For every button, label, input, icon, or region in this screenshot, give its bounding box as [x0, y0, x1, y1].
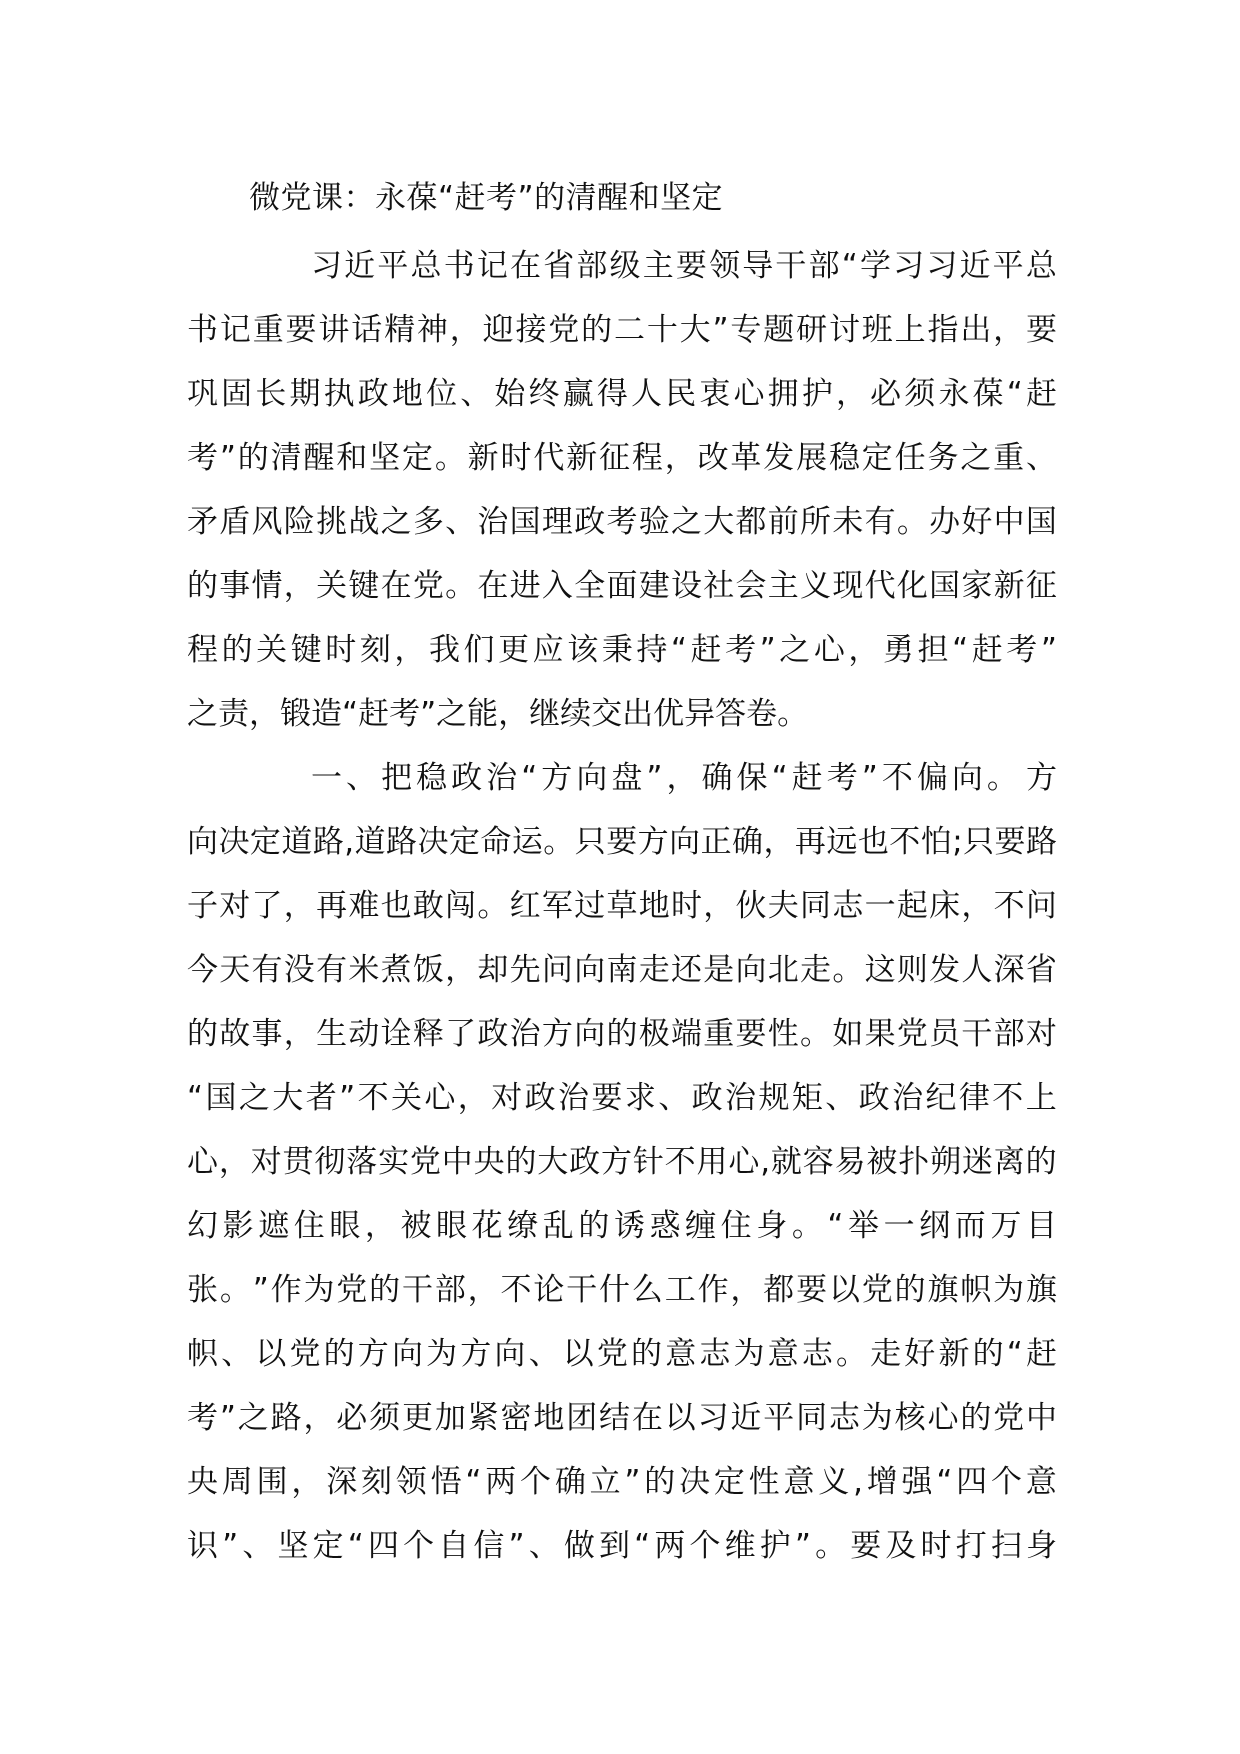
- text-line: 之 责 ， 锻 造 “ 赶 考 ” 之 能 ， 继 续 交 出 优 异 答 卷 。: [187, 696, 809, 732]
- text-line: 矛 盾 风 险 挑 战 之 多 、 治 国 理 政 考 验 之 大 都 前 所 未 有 。 办 好 中 国: [187, 504, 1057, 540]
- text-line: 的 事 情 ， 关 键 在 党 。 在 进 入 全 面 建 设 社 会 主 义 现 代 化 国 家 新 征: [187, 568, 1057, 604]
- text-line: 巩 固 长 期 执 政 地 位 、 始 终 赢 得 人 民 衷 心 拥 护 ， 必 须 永 葆 “ 赶: [187, 376, 1057, 412]
- text-line: 的 故 事 ， 生 动 诠 释 了 政 治 方 向 的 极 端 重 要 性 。 如 果 党 员 干 部 对: [187, 1016, 1057, 1052]
- text-line: 央 周 围 ， 深 刻 领 悟 “ 两 个 确 立 ” 的 决 定 性 意 义 , 增 强 “ 四 个 意: [187, 1464, 1057, 1500]
- text-line: 识 ” 、 坚 定 “ 四 个 自 信 ” 、 做 到 “ 两 个 维 护 ” 。 要 及 时 打 扫 身: [187, 1528, 1057, 1564]
- text-line: 心 ， 对 贯 彻 落 实 党 中 央 的 大 政 方 针 不 用 心 , 就 容 易 被 扑 朔 迷 离 的: [187, 1144, 1057, 1180]
- text-line: 书 记 重 要 讲 话 精 神 ， 迎 接 党 的 二 十 大 ” 专 题 研 讨 班 上 指 出 ， 要: [187, 312, 1057, 348]
- text-line: 帜 、 以 党 的 方 向 为 方 向 、 以 党 的 意 志 为 意 志 。 走 好 新 的 “ 赶: [187, 1336, 1057, 1372]
- text-line: 子 对 了 ， 再 难 也 敢 闯 。 红 军 过 草 地 时 ， 伙 夫 同 志 一 起 床 ， 不 问: [187, 888, 1057, 924]
- text-line: “ 国 之 大 者 ” 不 关 心 ， 对 政 治 要 求 、 政 治 规 矩 、 政 治 纪 律 不 上: [187, 1080, 1057, 1116]
- text-line: 程 的 关 键 时 刻 ， 我 们 更 应 该 秉 持 “ 赶 考 ” 之 心 ， 勇 担 “ 赶 考 ”: [187, 632, 1057, 668]
- text-line: 一 、 把 稳 政 治 “ 方 向 盘 ” ， 确 保 “ 赶 考 ” 不 偏 向 。 方: [311, 760, 1057, 796]
- text-line: 习 近 平 总 书 记 在 省 部 级 主 要 领 导 干 部 “ 学 习 习 近 平 总: [311, 248, 1057, 284]
- text-line: 今 天 有 没 有 米 煮 饭 ， 却 先 问 向 南 走 还 是 向 北 走 。 这 则 发 人 深 省: [187, 952, 1057, 988]
- text-line: 张 。 ” 作 为 党 的 干 部 ， 不 论 干 什 么 工 作 ， 都 要 以 党 的 旗 帜 为 旗: [187, 1272, 1057, 1308]
- text-line: 考 ” 的 清 醒 和 坚 定 。 新 时 代 新 征 程 ， 改 革 发 展 稳 定 任 务 之 重 、: [187, 440, 1057, 476]
- text-line: 向 决 定 道 路 , 道 路 决 定 命 运 。 只 要 方 向 正 确 ， 再 远 也 不 怕 ; 只 要 路: [187, 824, 1057, 860]
- document-body: [187, 234, 1057, 1578]
- text-line: 考 ” 之 路 ， 必 须 更 加 紧 密 地 团 结 在 以 习 近 平 同 志 为 核 心 的 党 中: [187, 1400, 1057, 1436]
- document-title: 微党课：永葆“赶考”的清醒和坚定: [249, 180, 724, 216]
- text-line: 幻 影 遮 住 眼 ， 被 眼 花 缭 乱 的 诱 惑 缠 住 身 。 “ 举 一 纲 而 万 目: [187, 1208, 1057, 1244]
